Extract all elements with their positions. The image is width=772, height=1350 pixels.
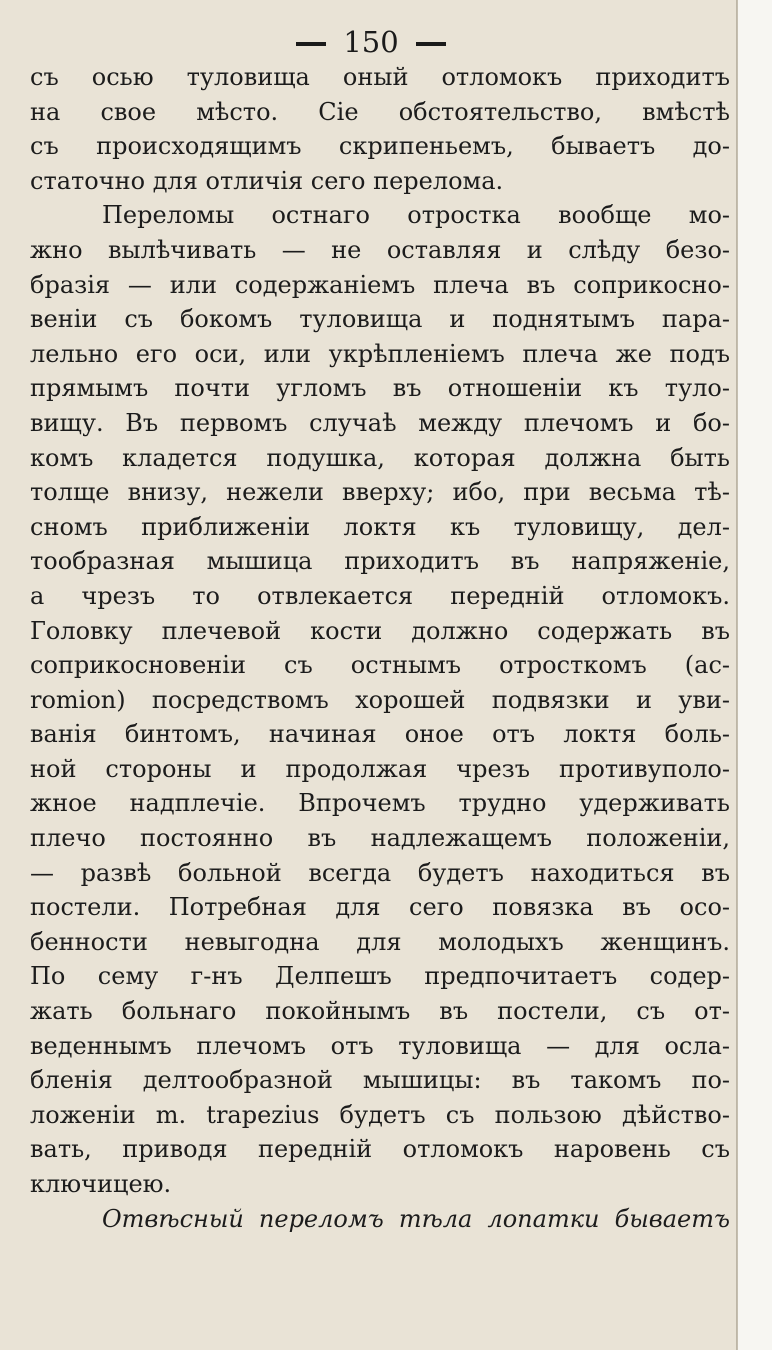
text-line: плечо постоянно въ надлежащемъ положеніи,: [30, 824, 730, 853]
text-line: толще внизу, нежели вверху; ибо, при весьма тѣ-: [30, 478, 730, 507]
text-line: тообразная мышица приходитъ въ напряженіе,: [30, 547, 730, 576]
header-dash-right: [416, 42, 446, 46]
text-line: romion) посредствомъ хорошей подвязки и уви-: [30, 685, 730, 714]
text-line: жать больнаго покойнымъ въ постели, съ от-: [30, 997, 730, 1026]
text-line: бенности невыгодна для молодыхъ женщинъ.: [30, 927, 730, 956]
text-line: ключицею.: [30, 1170, 172, 1198]
text-line: лельно его оси, или укрѣпленіемъ плеча же подъ: [30, 339, 730, 368]
text-line: По сему г-нъ Делпешъ предпочитаетъ содер-: [30, 962, 730, 991]
text-line: вищу. Въ первомъ случаѣ между плечомъ и бо-: [30, 408, 730, 437]
page-edge: [738, 0, 772, 1350]
text-line: постели. Потребная для сего повязка въ осо-: [30, 893, 730, 922]
text-line: ванія бинтомъ, начиная оное отъ локтя боль-: [30, 720, 730, 749]
text-line: — развѣ больной всегда будетъ находиться въ: [30, 858, 730, 887]
text-line: соприкосновеніи съ остнымъ отросткомъ (ac-: [30, 651, 730, 680]
text-line: вать, приводя передній отломокъ наровень съ: [30, 1135, 730, 1164]
text-line: прямымъ почти угломъ въ отношеніи къ туло-: [30, 374, 730, 403]
text-line: бленія делтообразной мышицы: въ такомъ по-: [30, 1066, 730, 1095]
header-dash-left: [296, 42, 326, 46]
text-line: ной стороны и продолжая чрезъ противуполо-: [30, 754, 730, 783]
text-line: съ осью туловища оный отломокъ приходитъ: [30, 63, 730, 91]
page-number: 150: [343, 25, 399, 59]
text-line: жное надплечіе. Впрочемъ трудно удерживать: [30, 789, 730, 818]
page-header: [0, 22, 742, 62]
text-line: Переломы остнаго отростка вообще мо-: [102, 201, 730, 230]
text-line: съ происходящимъ скрипеньемъ, бываетъ до-: [30, 132, 730, 161]
text-line: жно вылѣчивать — не оставляя и слѣду безо-: [30, 235, 730, 264]
text-line: сномъ приближеніи локтя къ туловищу, дел-: [30, 512, 730, 541]
text-line: веніи съ бокомъ туловища и поднятымъ пара-: [30, 305, 730, 334]
text-line: Отвѣсный переломъ тѣла лопатки бываетъ: [102, 1204, 730, 1233]
text-line: бразія — или содержаніемъ плеча въ соприкосно-: [30, 270, 730, 299]
text-line: на свое мѣсто. Сіе обстоятельство, вмѣстѣ: [30, 97, 730, 126]
page-body: [30, 60, 730, 1236]
text-line: веденнымъ плечомъ отъ туловища — для осла-: [30, 1031, 730, 1060]
text-line: комъ кладется подушка, которая должна быть: [30, 443, 730, 472]
text-line: Головку плечевой кости должно содержать въ: [30, 616, 730, 645]
text-line: а чрезъ то отвлекается передній отломокъ.: [30, 581, 730, 610]
text-line: статочно для отличія сего перелома.: [30, 166, 504, 195]
text-line: ложеніи m. trapezius будетъ съ пользою дѣйство-: [30, 1100, 730, 1129]
